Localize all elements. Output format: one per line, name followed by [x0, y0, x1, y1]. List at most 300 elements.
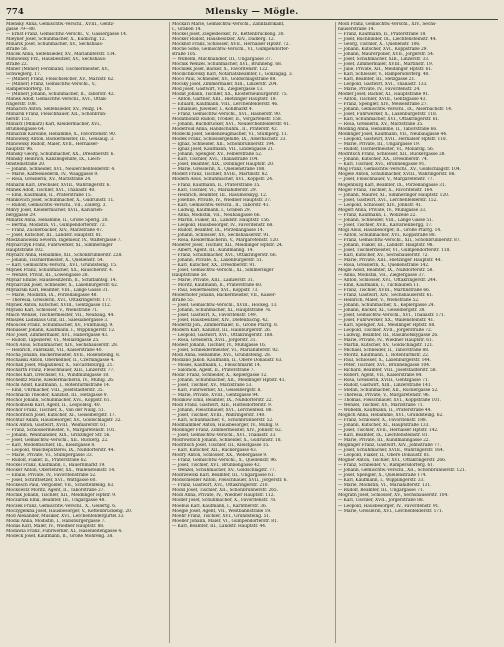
directory-entry: hauptstr. 96. — [6, 147, 34, 153]
directory-entry: straße 105. — [172, 52, 197, 58]
directory-entry: Modry Anton, Schlosser, XX., Webergasse 9. — [172, 453, 268, 459]
directory-entry: Mobasser Johann, Kaufmann, I., Wipplingerstr. 12. — [6, 327, 116, 333]
directory-entry: — (Mliner) Johann, Schuhmacher, II., Taborstr. 42. — [6, 92, 115, 98]
directory-entry: — Wenzel, Schuhmacher, XV., Goldschlagstr. 77. — [172, 468, 276, 474]
directory-entry: — Johann, Kutscher, XX., Dresdnerstr. 74. — [338, 157, 429, 163]
directory-entry: — Karl, Tischler, XVII., Jörgerstraße 88. — [338, 498, 424, 504]
directory-entry: — Josef, Schuhmacher, XVIII., Währingerstr. 164. — [338, 448, 445, 454]
page-number: 774 — [6, 7, 24, 17]
directory-entry: — Marie, Private, XIII., Lainzerstr. 31. — [172, 277, 255, 283]
directory-entry: — Bertha, Modistin, VI., Gumpendorferstr. 72. — [6, 222, 106, 228]
directory-entry: Modi Anna, Hebamme, XVI., Grundsteing. 28. — [172, 353, 272, 359]
directory-entry: — Leopold, Wäscheputzerei, IX., Nußdorferstr. 44. — [6, 448, 115, 454]
directory-entry: — Robert, Agent, VII., Kaiserstraße 84. — [338, 373, 423, 379]
directory-entry: Modic Franz, Schneider, X., Keplergasse 12. — [172, 373, 268, 379]
directory-entry: — Josef, Schneidermeister, VI., Mariahilferstr. 92. — [172, 348, 280, 354]
directory-entry: — Josef, Schriftsetzer, XVI., Wattgasse 60. — [6, 478, 97, 484]
directory-entry: — Leopold, Hausbesorger, IV., Favoritenstr. 68. — [172, 222, 274, 228]
directory-entry: — Rosa, Kleidermacherin, V., Margaretenstr. 120. — [172, 237, 280, 243]
directory-entry: Mlinarzik Karoline, Hebamme, X., Favoritenstr. 90. — [6, 132, 117, 138]
directory-entry: Modern Karl, Kanzlist, III., Hainburgerstr. 26. — [172, 327, 271, 333]
directory-entry: Modlhammer Anton, Hausbesorger, IV., Mühlg. 9. — [172, 423, 280, 429]
directory-entry: — Franz, Kaufmann, I., Wollzeile 22. — [338, 212, 417, 218]
directory-entry: — Karl, Tischler, XVI., Thaliastraße 104. — [172, 157, 259, 163]
directory-entry: gasse 79—80. — [6, 27, 36, 33]
directory-entry: — Leopold, Hausbesorger, IV., Favoritenstr. 91. — [338, 503, 440, 509]
directory-entry: — Johann, Kutscher, XVI., Koppstraße 29. — [338, 47, 428, 53]
directory-entry: — Josef, Zimmermaler, XVIII., Martinstr. 19. — [338, 62, 434, 68]
directory-entry: — Johann, Gemischtw.-Verschl., IX., Alserbachstr. 14. — [338, 107, 453, 113]
directory-entry: — Johann, Schuhmacher, X., Keplergasse 24. — [338, 302, 435, 308]
directory-entry: — Karl, Fuhrwerker, XI., Geiselbergstr. 8. — [172, 388, 262, 394]
directory-entry: Mlinarik Franz, Fleischhauer, XII., Schönbrun- — [6, 112, 107, 118]
directory-entry: — Heinrich, Maler, V., Wienstraße 52. — [338, 297, 420, 303]
directory-entry: Mlinowsky Frz., Hausbesitzer, XV., Sechshaus- — [6, 57, 107, 63]
directory-entry: — Emanuel, Juwelier, I., Kohlmarkt 4. — [172, 107, 254, 113]
directory-entry: — Franz, Schuhmacher, XVI., Ottakringerstr. 66. — [172, 252, 277, 258]
directory-entry: — Josef, Hausbesitzer, XIV., Diefenbachg. 42. — [172, 317, 269, 323]
directory-entry: — Anna, Modistin, VII., Neubaugasse 66. — [172, 212, 261, 218]
directory-entry: Mlodzianowski Severin, Ingenieur, IV., Waltergasse 7. — [6, 237, 122, 243]
directory-entry: — Franz, Schlossermeister, V., Margaretenstr. 101. — [6, 428, 116, 434]
directory-entry: Schweglerg. 17. — [6, 72, 42, 78]
directory-entry: — Rudolf, Gastwirt, XIII., Linzerstraße 141. — [338, 383, 432, 389]
directory-entry: — Johann, Kutscher, XI., Hauptstraße 133. — [338, 423, 430, 429]
directory-entry: — Anna, Modistin, VII., Zieglergasse 37. — [338, 272, 426, 278]
directory-entry: Modawia Franz, Fuhrwerker, XI., Hasenleitengasse 4. — [6, 528, 123, 534]
directory-entry: Mocharth Franz, Fleischhauer, XIII., Linzerstr. 77. — [6, 368, 115, 374]
directory-entry: Mochalski Anton, Oberkellner, II., Czerningasse 4. — [6, 358, 115, 364]
directory-entry: — Marie, Modistin, IX., Porzellangasse 48. — [6, 292, 98, 298]
directory-entry: — (Mliner) Franz, Fleischselcher, XV., Märzstr. 62. — [6, 77, 115, 83]
directory-entry: — Emil, Kaufmann, II., Praterstraße 15. — [6, 192, 92, 198]
directory-entry: Modrzewski Karl, Beamter, III., Ungargasse 61. — [172, 473, 275, 479]
directory-entry: Mlinek Adolf, Gemischtw.-Verschl., XVI., Ottak- — [6, 97, 108, 103]
directory-entry: berggasse 29. — [6, 212, 37, 218]
directory-entry: Modikow Emil, Beamter, IX., Nußdorferstr. 22. — [172, 398, 273, 404]
directory-entry: Mocnik Wenzel, Schuhmacher, XVI., Brunneng. 68. — [172, 62, 283, 68]
directory-entry: — Josef, Tischler, XVI., Brunnengasse 42. — [172, 463, 261, 469]
directory-entry: — Anton, Schuhmacher, XVI., Koppstraße 88. — [338, 232, 436, 238]
directory-entry: — Karl, Schuhmacher, XVI., Ottakringerstr. 61. — [338, 117, 440, 123]
directory-entry: — Marie, Private, XVIII., Gentzgasse 94. — [172, 393, 260, 399]
directory-entry: — Karl, Gemischtw.-Verschl., XVI., Grundsteing. 15. — [6, 262, 118, 268]
directory-entry: — Karl, Beamter, III., Hetzgasse 21. — [338, 77, 416, 83]
directory-entry: Mod Alexander, Musiker, XVI., Lerchenfeldergürtel 33. — [6, 513, 125, 519]
directory-entry: — Karl, Schuhmacher, V., Schönbrunnerstr. 52. — [172, 418, 274, 424]
directory-entry: Mlinsky Georg, Schuhmacher, XX., Dresdnerstr. 6. — [6, 152, 115, 158]
directory-entry: — Karl, Kutscher, XII., Ruckergasse 43. — [172, 448, 258, 454]
directory-entry: Modefroid Anna, Handschuhm., II., Praterstr. 42. — [172, 127, 279, 133]
directory-entry: Mockel Franz, Kaufmann, I., Bauernmarkt 19. — [6, 463, 106, 469]
directory-entry: — Rudolf, Beamter, IX., Porzellangasse 14. — [172, 227, 264, 233]
directory-entry: — Paul, Schlosser, X., Laxenburgerstr. 144. — [338, 358, 432, 364]
directory-entry: — Josef, Gemischtw.-Verschl., XI., Simmeringer — [172, 267, 274, 273]
directory-entry: — Johann, Tischlermeister, X., Quellenstr. 54. — [6, 257, 104, 263]
directory-entry: Modest Johann, Tischler, IV., Mühlgasse 16. — [172, 343, 267, 348]
directory-entry: Möger Franz, Tischler, X., Favoritenstr. 164. — [338, 187, 434, 193]
directory-entry: — Anton, Gärtner, XIII., Hietzinger Hauptstr. 18. — [172, 97, 277, 103]
directory-entry: Mögl Alois, Hausbesorger, II., Große Pfarrg. 14. — [338, 227, 442, 233]
directory-entry: — Franz, Tischler, XVIII., Martinstraße 66. — [338, 287, 431, 293]
directory-entry: — Peter, Tischler, XVI., Brunnengasse 104. — [338, 363, 431, 369]
directory-entry: Modl Franz, Gastwirt, XIII., Hütteldorferstr. 9. — [172, 403, 273, 409]
directory-entry: — Rosa, Greislerin, XV., Märzstraße 35. — [338, 122, 424, 128]
directory-entry: — Rosa, Greislerin, XVIII., Gentzgasse 71. — [338, 378, 429, 384]
directory-entry: Brunnengasse 64. — [6, 127, 45, 133]
directory-entry: — Josef, Beamter, XIX., Döblinger Hauptstr. 20. — [172, 162, 275, 168]
directory-entry: — Theresia, Private, V., Margaretenstr. 96. — [338, 393, 430, 399]
directory-entry: Moco Paul, Schneider, XV., Goldschlagstraße 88. — [172, 77, 277, 83]
directory-entry: — Marie, Kaffeesiederin, IV., Waaggasse 9. — [6, 172, 99, 178]
directory-entry: — Josef, Schuhmacher, XIII., Linzerstr. 33. — [338, 57, 430, 63]
directory-entry: — Marie, Modistin, VI., Mariahilferstr. 131. — [338, 483, 432, 489]
directory-entry: Mochol Johann, Schuhmacher, XVI., Koppstr. 61. — [6, 398, 111, 404]
directory-entry: Mochor Franz, Tischler, X., Van der Nüllg. 51. — [6, 408, 106, 414]
directory-entry: Mlkvy Josef, Kleidermacher, XVII., Kalvarien- — [6, 207, 104, 213]
directory-entry: — Josef, Tischlermeister, VI., Gumpendorferstr. 118. — [338, 247, 451, 253]
directory-entry: Hauptstraße 58. — [172, 272, 208, 278]
directory-entry: Modal Anna, Modistin, I., Habsburgergasse 7. — [6, 518, 106, 524]
directory-entry: — Josef, Tischler, XVII., Kalvarienbergg. 17. — [338, 222, 433, 228]
directory-entry: Modek Franz, Schlossergehilfe, IX., Alserbachstr. 33. — [172, 137, 287, 143]
directory-entry: — Marie, Private, VI., Stumpergasse 33. — [6, 453, 93, 459]
directory-entry: Moderitz Joh., Zimmermaler, II., Große Pfarrg. 8. — [172, 322, 279, 328]
directory-entry: — Josef, Fuhrwerker, X., Laxenburgerstr. 118. — [338, 112, 438, 118]
directory-entry: — Ignaz Josef, Kaufmann, VII., Lindengasse 21. — [172, 147, 275, 153]
directory-entry: — Rosa, Greislerin, X., Quellenstraße 142. — [338, 262, 430, 268]
directory-entry: Mockhof Franz, Schlosser, XVII., Hernalser Hptstr. 72. — [172, 42, 290, 48]
directory-entry: — Josef, Tischler, XV., Märzstraße 53. — [172, 383, 253, 389]
directory-entry: Mödritsch Franz, Schlosser, XII., Ruckergasse 28. — [338, 152, 446, 158]
running-head: Mlensky — Mögle. — [205, 7, 299, 17]
directory-entry: — Heinrich, Beamter, III., Rasumofskyg. 12. — [172, 192, 268, 198]
directory-entry: Mlíček Anna, Seifensieder, XV., Mariahilferstr. 134. — [6, 52, 117, 58]
directory-entry: — Moritz, Kaufmann, I., Rotenturmstr. 22. — [338, 353, 430, 359]
directory-entry: — Josef, Tischler, XVII., Hernalser Hptstr. 142. — [338, 428, 439, 434]
directory-entry: Mögle Adolf, Beamter, IX., Nußdorferstr. 58. — [338, 267, 434, 273]
directory-entry: Mögerl Anna, Private, IV., Mühlgasse 33. — [338, 207, 427, 213]
directory-entry: — Josef, Gemischtw.-Verschl., XVI., Thaliastr. 33. — [172, 433, 277, 439]
directory-entry: — Karl, Beamter, III., Landstr. Hauptstr. 44. — [172, 523, 267, 529]
directory-entry: — Emil, Kaufmann, I., Tuchlauben 11. — [338, 282, 421, 288]
directory-entry: — Johann, Weinhändler, XIX., Grinzinger Str. 56. — [6, 433, 111, 439]
directory-entry: — Franz, Zuckerbäcker, XIV., Märzstraße 47. — [6, 227, 104, 233]
directory-entry: — Karl, Schlosser, V., Rampersdorferg. 40. — [338, 72, 430, 78]
directory-entry: Hauptstraße 102. — [6, 247, 45, 253]
directory-entry: Mlynek Franz, Schuhmacher, XX., Rauscherstr. 4. — [6, 267, 114, 273]
directory-entry: — Wenzel, Tischler, XV., Märzstraße 71. — [338, 403, 424, 409]
directory-entry: Mödling Anna, Hebamme, II., Taborstraße 66. — [338, 127, 438, 133]
directory-entry: — Franz, Schneider, V., Rampersdorferg. 61. — [338, 463, 435, 469]
directory-entry: Modiano Jakob, Kaufmann, II., Obere Donaustr. 63. — [172, 358, 283, 364]
directory-entry: Mödler Josef, Schuhmacher, X., Favoritenstr. 78. — [172, 498, 277, 504]
directory-entry: Mockesch Paul, Vergolder, VII., Schottenfeldg. 63. — [6, 483, 115, 489]
directory-entry: — Rudolf, Tischlermeister, VI., Mollardg. 56. — [338, 147, 435, 153]
directory-entry: Mockel Josef, Ziegeldecker, IV., Kettenbrückeng. 30. — [172, 32, 285, 38]
directory-entry: Mögner Anton, Tischler, XVI., Ottakringerstr. 266. — [338, 458, 447, 464]
directory-entry: ringerstr. 108. — [6, 102, 37, 108]
directory-entry: — Moses, Kaufmann, I., Fleischmarkt 14. — [172, 363, 262, 369]
directory-entry: — Franz, Kaufmann, II., Praterstraße 18. — [338, 32, 427, 38]
directory-entry: — Rudolf, Beamter, III., Ungargasse 71. — [338, 488, 424, 494]
directory-entry: Modsl Josef, Tischler, XII., Schönbrunnerstr. 265. — [172, 488, 278, 494]
directory-entry: Moderl Franz, Tischler, XVIII., Martinstr. 82. — [172, 172, 269, 178]
directory-entry: — Johann, Spengler, XV., Felberstraße 52. — [172, 152, 263, 158]
directory-entry: — Karl, Tischler, VI., Mariahilferstr. 29. — [172, 187, 257, 193]
directory-entry: — Karl, Spengler, XII., Meidlinger Hptstr. 88. — [338, 322, 436, 328]
directory-entry: Mockowitz Moritz, Agent, II., Taborstraße 27. — [6, 488, 105, 494]
directory-entry: Moebus Karl, Kaufmann, I., Kärntnerstr. 36. — [172, 503, 268, 509]
directory-entry: — Johann, Maurer, XI., Simmeringer Hauptstr. 120. — [338, 192, 450, 198]
directory-entry: Mnich Wenzel, Tischlermeister, VII., Neubaug. 44. — [6, 312, 115, 318]
directory-entry: — Johann, Schneider, XVI., Neulerchenfelderstr. 4. — [6, 167, 116, 173]
directory-entry: Mlynarczik Josef, Schneider, X., Laxenburgerstr. 62. — [6, 282, 119, 288]
directory-entry: — Marie, Private, IV., Wiedner Hauptstr. 61. — [338, 337, 434, 343]
directory-entry: Moc Josef, Zimmermaler, XVI., Haberlgasse 43. — [6, 332, 109, 338]
directory-entry: Mlnarik Anna, Hebamme, II., Große Sperlg. 20. — [6, 217, 109, 223]
directory-entry: Mlynarczyk Franz, Fuhrwerker, XI., Simmeringer — [6, 242, 113, 248]
directory-entry: — Johann, Fiaker, III., Landstr. Hauptstr. 98. — [338, 242, 434, 248]
directory-entry: Moczek Franz, Gemischtw.-Verschl., X., Gellertg. 6. — [6, 503, 117, 509]
directory-entry: Mliner (Mliner) Ferdinand, Tischlermeister, XV., — [6, 67, 110, 73]
directory-entry: Mniszek Ladislaus Graf, III., Salesianergasse 3. — [6, 317, 109, 323]
directory-entry: — Rudolf, Tapezierer, VI., Mollardgasse 25. — [6, 337, 100, 343]
directory-entry: Modas Karl, Maler, IV., Wiedner Hauptstr. 88. — [6, 523, 105, 529]
directory-entry: Mödler Josef, Bäcker, XI., Hauptstraße 91. — [338, 92, 430, 98]
directory-entry: — Leopold, Schlosser, XIV., Johnstr. 41. — [338, 202, 423, 208]
directory-entry: — Emilie, Private, IV., Favoritenstraße 52. — [6, 473, 97, 479]
directory-entry: Mlynar Emilie, Hausbesitzerin, II., Schiffamtsg. 14. — [6, 277, 117, 283]
directory-entry: — (Mliner) Franz, Gemischtw.-Verschl., V., — [6, 82, 97, 88]
directory-entry: — Marie, Private, XIII., Hietzinger Hauptstr. 44. — [338, 257, 442, 263]
directory-entry: Moch Alois, Schuhmacher, XIV., Sechshauserstr. 28. — [6, 343, 119, 348]
directory-entry: Mögenburg Karl, Beamter, IX., Porzellangasse 31. — [338, 182, 446, 188]
directory-entry: — Johann, Buchdrucker, XVI., Neulerchenfelderstr. 41. — [172, 122, 291, 128]
directory-entry: — Josef, Spengler, X., Quellenstraße 174. — [338, 473, 427, 479]
directory-entry: — Thomas, Fleischhauer, XVI., Koppstraße 101. — [338, 398, 441, 404]
directory-entry: Mög Franz, Gemischtw.-Verschl., XV., Goldschlagstr. 104. — [338, 167, 461, 173]
directory-entry: Mlinowsky Anton, Bäckermeister, III., Geusaug. 3. — [6, 137, 115, 143]
directory-entry: — Martin, Kutscher, XV., Goldschlagstr. 121. — [338, 343, 434, 348]
directory-entry: — Wilhelm, Milchhändler, III., Ungargasse 37. — [172, 57, 272, 63]
column-3 — [335, 22, 498, 643]
directory-entry: — Albert, Agent, III., Kundmanng. 14. — [172, 247, 254, 253]
directory-entry: — Julie, Private, XII., Meidlinger Hptstr. 61. — [338, 67, 433, 73]
directory-entry: — Theresia, Greislerin, XVI., Ottakringerstr. 177. — [6, 297, 112, 303]
directory-entry: — Franz, Gemischtw.-Verschl., X., Quellenstr. 96. — [172, 458, 278, 464]
directory-entry: — Ludwig, Beamter, III., Rasumofskygasse 26. — [338, 332, 439, 338]
directory-entry: Mochel Karl, Drechsler, VI., Windmühlgasse 18. — [6, 373, 110, 379]
directory-entry: Mlynarski Karl, Beamter, VIII., Lange Gasse 31. — [6, 287, 110, 293]
directory-entry: Mlynarz Anna, Hebamme, XII., Schönbrunnerstr. 228. — [6, 252, 123, 258]
directory-entry: — Salomon, Agent, II., Praterstraße 7. — [172, 368, 255, 374]
directory-entry: — Wenzel, Privat, III., Löwengasse 28. — [6, 272, 89, 278]
directory-entry: Mocnik Johann, Tischler, XII., Meidlinger Hptstr. 9. — [6, 493, 117, 499]
directory-entry: — Heinrich, Fabrikant, VII., Kaiserstraße 40. — [6, 348, 103, 354]
directory-entry: — Franz, Gemischtw.-Verschl., XVI., Hasnerstr. 90. — [172, 112, 281, 118]
directory-entry: Mlynski Karl, Schlosser, V., Wienstraße 71. — [6, 307, 99, 313]
directory-entry: — Johann, Schuhmacher, XI., Hauptstraße 76. — [172, 307, 272, 313]
directory-entry: Moderer Josef, Tischler, XII., Meidlinger Hptstr. 24. — [172, 242, 284, 248]
directory-entry: nerstr. 151. — [6, 117, 31, 123]
directory-entry: — Rudolf, Fiaker, II., Praterstraße 62. — [6, 458, 88, 464]
directory-entry: Möglinger Franz, Gastwirt, XIV., Johnstraße 77. — [338, 443, 441, 449]
directory-entry: — Marie, Greislerin, X., Quellenstraße 188. — [172, 167, 266, 173]
directory-entry: — Karl, Kutscher, XV., Sechshauserstr. 72. — [338, 252, 429, 258]
directory-entry: Modecki Josef, Seidenzeugmacher, VI., Stumperg. 11. — [172, 132, 288, 138]
directory-entry: — Karl, Kaufmann, I., Wipplingerstr. 33. — [338, 478, 425, 484]
directory-entry: — Josef, Buchbinder, IX., Liechtensteinstr. 44. — [338, 37, 437, 43]
directory-entry: Modat Johann, Tischler, XX., Klosterneuburgerstr. 75. — [172, 92, 288, 98]
directory-entry: Mod Josef, Gastwirt, VII., Zieglergasse 13. — [172, 87, 264, 93]
directory-entry: Modritsch Josef, Tischler, III., Kleistgasse 15. — [172, 443, 270, 449]
directory-entry: — Johann, Schneider, VIII., Lange Gasse 51. — [338, 217, 434, 223]
directory-entry: — Karl, Beamter, IX., Liechtensteinstr. 81. — [338, 433, 429, 439]
directory-entry: — Franz, Kaufmann, II., Praterstraße 35. — [172, 182, 261, 188]
directory-entry: hauserstraße 14. — [338, 27, 375, 33]
directory-entry: Mocker Anton, Oberlehrer, XX., Wallensteinstr. 14. — [6, 468, 116, 474]
directory-entry: Mochtar Adam, Hausbesorger, XV., Goldschlagstr. 32. — [6, 418, 122, 424]
directory-entry: Mochoritsch Josef, Kutscher, XI., Geiselbergstr. 17. — [6, 413, 116, 419]
directory-entry: — Michael, Schneider, II., Taborstraße 88. — [338, 348, 430, 354]
directory-entry: — Rosa, Greislerin, XVII., Jörgerstr. 31. — [172, 337, 257, 343]
directory-entry: — Wilhelm, Kaufmann, II., Praterstraße 44. — [338, 408, 432, 414]
directory-entry: Mleyner Josef, Schuhmacher, X., Kudlichg. 12. — [6, 37, 106, 43]
directory-entry: Mlinsky Heinrich, Kanzleigehilfe, IX., Liech- — [6, 157, 102, 163]
directory-entry: Mlynek Anton, Kutscher, XVIII., Gentzgasse 112. — [6, 302, 112, 308]
directory-entry: Mlnarik Josef, Schuhmacher, XV., Sechshaus- — [6, 42, 104, 48]
directory-entry: — Karl, Kutscher, XX., Dresdnerstr. 91. — [172, 262, 257, 268]
directory-entry: Moczygemba Josef, Hausbesorger, V., Kettenbrückeng. 20. — [6, 508, 133, 514]
directory-entry: — Eduard, Kaufmann, VIII., Lerchenfelderstr. 46. — [172, 102, 279, 108]
directory-entry: — Rudolf, Gemischtw.-Verschl., VII., Zollerg. 3. — [6, 202, 107, 208]
directory-entry: Mocker Rudolf, Hausbesitzer, XIV., Dadlerg. 12. — [172, 37, 275, 43]
directory-entry: — Leopold, Gastwirt, XVI., Ottakringerstr. 188. — [172, 332, 274, 338]
directory-entry: Mödl Anna, Private, IV., Wiedner Hauptstr. 112. — [172, 493, 275, 499]
directory-entry: Modrowitsch Johann, Schneider, X., Gudrunstr. 18. — [172, 438, 282, 444]
directory-entry: Mochelitz Marie, Kleidermacherin, IV., Mühlg. 26. — [6, 378, 115, 384]
directory-entry: — Franz, Gastwirt, XIV., Sechshauserstr. 61. — [338, 292, 434, 298]
directory-entry: Mlinkovich Josef, Schuhmacher, X., Gudrunstr. 11. — [6, 197, 115, 203]
directory-entry: Modschiedler Anton, Fleischhauer, XVII., Jörgerstr. 6. — [172, 478, 288, 484]
directory-entry: — Karl, Gemischtw.-Verschl., II., Taborstr. 41. — [172, 202, 270, 208]
header-rule — [6, 19, 498, 20]
directory-entry: — Josef, Gemischtw.-Verschl., XII., Ruckerg. 22. — [6, 438, 109, 444]
directory-entry: Moegle Josef, Agent, VII., Westbahnstraße 19. — [172, 508, 272, 514]
directory-entry: — Josef, Gemischtw.-Verschl., XVI., Thaliastr. 171. — [338, 312, 446, 318]
directory-entry: — Leopold, Gastwirt, XVI., Thaliastr. 133. — [338, 82, 428, 88]
directory-entry: — Johann, Fleischhauer, XVI., Lerchenfeld. 88. — [172, 408, 273, 414]
directory-entry: Mlínek Adolf, Tischler, XVI., Thaliastr. 40. — [6, 187, 96, 193]
directory-entry: — Franz, Gastwirt, XVI., Ottakringerstr. 210. — [172, 483, 269, 489]
directory-entry: — Johann, Schlosser, XV., Sechshauserstr. 91. — [172, 232, 271, 238]
directory-entry: — Josefine, Private, IV., Wiedner Hauptstr. 37. — [172, 197, 272, 203]
directory-entry: tensteinstraße 20. — [6, 162, 46, 168]
directory-entry: — Franz, Spengler, XIV., Meiselstraße 27. — [338, 102, 428, 108]
directory-entry: Mödl Franz, Gemischtw.-Verschl., XIV., Sechs- — [338, 22, 437, 27]
directory-entry: — Franz, Schlosser, X., Favoritenstr. 188. — [338, 418, 427, 424]
directory-entry: — Josef, Kutscher, III., Landstr. Hauptstr. 81. — [6, 232, 103, 238]
directory-entry: Mlinowsky Rudolf, Maler, XVII., Hernalser- — [6, 142, 99, 148]
directory-entry: — Moritz, Kaufmann, II., Praterstraße 60. — [172, 282, 263, 288]
directory-entry: — Karl, Tischler, XVI., Brunnengasse 91. — [338, 162, 426, 168]
directory-entry: — Josef, Gastwirt, X., Favoritenstr. 149. — [172, 312, 257, 318]
directory-entry: Mnoucek Franz, Schuhmacher, XV., Fünfhausg. 9. — [6, 322, 114, 328]
directory-entry: — Marie, Private, IV., Favoritenstr. 24. — [338, 87, 421, 93]
directory-entry: Rampersdorferg. 18. — [6, 87, 51, 93]
directory-entry: — Johann, Schuhmacher, XII., Meidlinger Hptstr. 41. — [172, 378, 286, 384]
directory-entry: — Johann, Maurerpolier, XVII., Jörgerstr. 54. — [338, 52, 435, 58]
directory-entry: — Ignaz, Schneider, XII., Schönbrunnerstr. 194. — [172, 142, 276, 148]
directory-entry: — Richard, Beamter, VIII., Josefstädterstr. 58. — [338, 368, 437, 374]
directory-entry: Mockari Marie, Gemischtw.-Verschl., Zahnfabrikant, — [172, 22, 285, 27]
directory-entry: Mocha Johann, Bäckermeister, XVII., Rosensteing. 8. — [6, 353, 120, 359]
directory-entry: Mock Anton, Gastwirt, XVIII., Weimarerstr. 61. — [6, 423, 108, 429]
directory-entry: Mochnacki Theodor, Kanzlist, III., Hetzgasse 9. — [6, 393, 108, 399]
directory-entry: — Rosa, Greislerin, XV., Märzstraße 24. — [6, 177, 92, 183]
directory-entry: Mocne Sofie, Gemischtw.-Verschl., VI., Gumpendorfer- — [172, 47, 290, 53]
directory-entry: straße 55. — [172, 297, 194, 303]
directory-entry: — Franz, Gemischtw.-Verschl., XII., Schönbrunnerstr. 87. — [338, 237, 461, 243]
directory-entry: Modathonitz Rudolf, Trödler, II., Vorgartenstr. 158. — [172, 117, 282, 123]
directory-entry: — Stefan, Schuhmacher, XII., Ruckergasse 52. — [338, 388, 439, 394]
directory-entry: — Marie, Private, III., Kundmanngasse 22. — [338, 438, 430, 444]
directory-entry: — Georg, Tischler, X., Quellenstr. 106. — [338, 42, 421, 48]
directory-entry: I., Graben 14. — [172, 27, 202, 33]
page-header — [6, 6, 498, 18]
directory-entry: Moehr Franz, Tischler, XVI., Grundsteing. 51. — [172, 513, 271, 519]
directory-entry: — Emil, Uhrmacher, VIII., Josefstädterstr. 35. — [6, 388, 104, 394]
directory-entry: Modlinger Franz, Zimmermeister, XIV., Johnstr. 62. — [172, 428, 283, 434]
directory-entry: — Josef, Tischler, XVIII., Währingerstr. 140. — [172, 413, 266, 419]
directory-entry: Mocinchkovsky Karl, Notariatsbeamter, I., Gonzagag. 3. — [172, 72, 293, 78]
directory-entry: Mlinárik Karl, Drechsler, XVIII., Währingerstr. 6. — [6, 182, 111, 188]
directory-columns — [6, 22, 498, 643]
directory-entry: — Johann, Gemischtw.-Verschl., XII., Schönbrunnerstr. 121. — [338, 468, 466, 474]
directory-entry: — Josef, Gemischtw.-Verschl., XVIII., Hockeg. 13. — [172, 302, 278, 308]
directory-entry: — Josef, Fleischhauer, V., Margaretenstr. 77. — [338, 177, 434, 183]
directory-entry: — Martin, Fiaker, III., Landstr. Hauptstr. 156. — [172, 217, 271, 223]
directory-entry: Mochomoski Karl, Agent, II., Leopoldsg. 40. — [6, 403, 101, 409]
directory-entry: — Josef, Gastwirt, XVI., Lerchenfelderstr. 152. — [338, 197, 438, 203]
directory-entry: Mlensky Anna, Gemischtw.-Verschl., XVIII., Gentz- — [6, 22, 115, 27]
directory-entry: — Josef, Fuhrwerker, XX., Wallensteinstr. 41. — [338, 317, 435, 323]
directory-entry: — Leopold, Tischler, XVII., Jörgerstraße 72. — [338, 327, 433, 333]
column-2 — [169, 22, 332, 643]
directory-entry: — Leopold, Gastwirt, XVII., Hernalser Hptstr. 118. — [338, 137, 447, 143]
directory-entry: — Leopold, Fiaker, II., Obere Donaustr. 81. — [338, 453, 431, 459]
directory-entry: Mochan Josef, Magazineur, X., Siccardsburgg. 21. — [6, 363, 114, 369]
column-1 — [6, 22, 166, 643]
directory-entry: — Anton, Schlosser, XVI., Ottakringerstr. 244. — [338, 277, 437, 283]
directory-entry: straße 22. — [6, 62, 28, 68]
directory-entry: — Karl, Modelltischler, III., Kleistgasse 8. — [6, 443, 96, 449]
directory-entry: — Ernst Franz, Gemischtw.-Verschl., V., Gassergasse 14. — [6, 32, 128, 38]
directory-entry: — Anton, Tischler, XVIII., Gentzgasse 43. — [338, 97, 427, 103]
directory-entry: Mochl Adolf, Kaufmann, I., Rotenturmstraße 14. — [6, 383, 111, 389]
directory-entry: Moderhofer Johann, Bäckermeister, VII., Kaiser- — [172, 292, 277, 298]
directory-entry: Mögrath Josef, Schlosser, XV., Sechshauserstr. 104. — [338, 493, 449, 499]
directory-entry: straße 58. — [6, 47, 28, 53]
directory-entry: Mödlinger Josef, Kaufmann, VII., Neubaugasse 44. — [338, 132, 448, 138]
directory-entry: Mocsky Josef, Zimmermaler, XIII., Linzerstr. 204. — [172, 82, 278, 88]
directory-entry: Modern Alois, Schuhmacher, XVI., Koppstr. 24. — [172, 177, 274, 183]
directory-entry: — Johann, Private, X., Laxenburgerstr. 51. — [172, 257, 264, 263]
directory-entry: — Ludwig, Kaufmann, I., Graben 29. — [172, 207, 251, 213]
directory-entry: — Marie, Private, III., Ungargasse 19. — [338, 142, 421, 148]
directory-entry: Möglich Anna, Hebamme, XVI., Grundsteing. 62. — [338, 413, 444, 419]
